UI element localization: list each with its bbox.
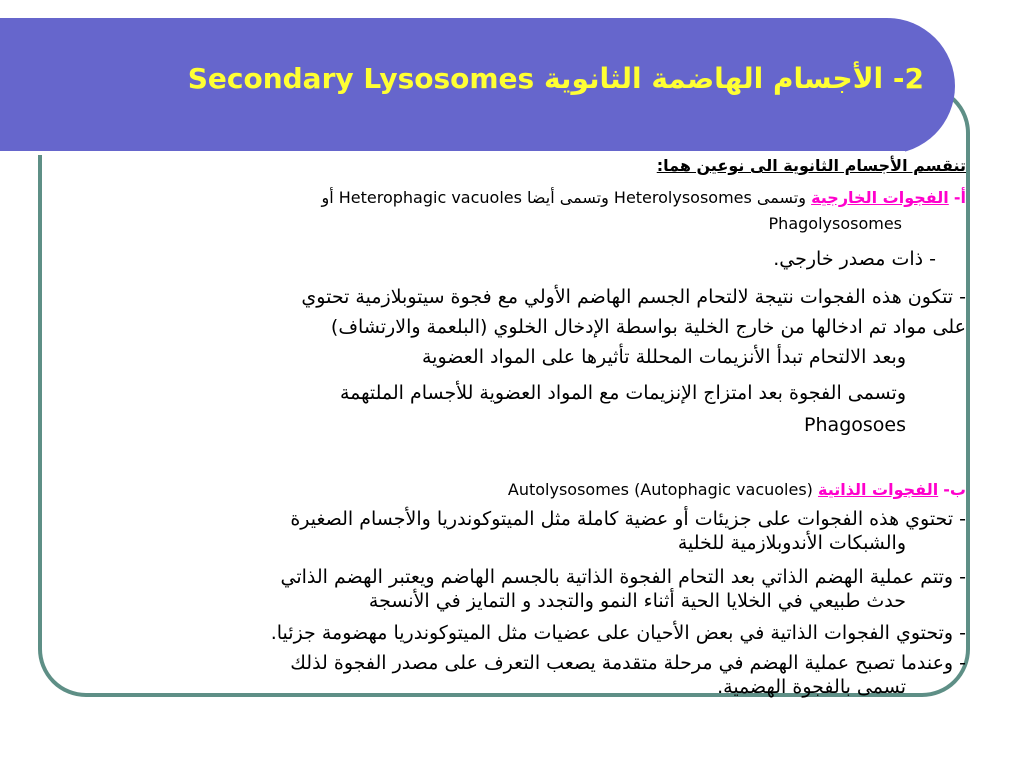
section-a-heading: الفجوات الخارجية [811, 188, 949, 207]
section-a-prefix: أ- [953, 188, 966, 207]
section-a-heading-line [321, 188, 966, 207]
section-b-bullet-2-line2: حدث طبيعي في الخلايا الحية أثناء النمو والتجدد و التمايز في الأنسجة [368, 590, 906, 612]
section-a-bullet-3-line1: وتسمى الفجوة بعد امتزاج الإنزيمات مع المواد العضوية للأجسام الملتهمة [339, 382, 906, 404]
section-b-heading: الفجوات الذاتية [818, 480, 939, 499]
section-a-line2: Phagolysosomes [768, 214, 902, 233]
section-a-bullet-2-line1: - تتكون هذه الفجوات نتيجة لالتحام الجسم الهاضم الأولي مع فجوة سيتوبلازمية تحتوي [301, 286, 966, 308]
section-b-bullet-4-line2: تسمى بالفجوة الهضمية. [717, 676, 906, 698]
section-b-bullet-2-line1: - وتتم عملية الهضم الذاتي بعد التحام الفجوة الذاتية بالجسم الهاضم ويعتبر الهضم الذاتي [280, 566, 966, 588]
slide-title: 2- الأجسام الهاضمة الثانوية Secondary Lysosomes [187, 62, 924, 95]
banner-underline [0, 151, 905, 155]
intro-text: تنقسم الأجسام الثانوية الى نوعين هما: [656, 156, 966, 175]
section-a-bullet-3-line2: Phagosoes [804, 414, 906, 436]
section-b-prefix: ب- [943, 480, 966, 499]
section-b-bullet-3: - وتحتوي الفجوات الذاتية في بعض الأحيان على عضيات مثل الميتوكوندريا مهضومة جزئيا. [270, 622, 966, 644]
section-a-bullet-2-line3: وبعد الالتحام تبدأ الأنزيمات المحللة تأثيرها على المواد العضوية [421, 346, 906, 368]
section-b-heading-line [508, 480, 966, 499]
section-b-bullet-1-line1: - تحتوي هذه الفجوات على جزيئات أو عضية كاملة مثل الميتوكوندريا والأجسام الصغيرة [290, 508, 966, 530]
section-a-bullet-2-line2: على مواد تم ادخالها من خارج الخلية بواسطة الإدخال الخلوي (البلعمة والارتشاف) [330, 316, 966, 338]
section-a-heading-rest: وتسمى Heterolysosomes وتسمى أيضا Heterophagic vacuoles أو [321, 188, 806, 207]
section-b-bullet-1-line2: والشبكات الأندوبلازمية للخلية [677, 532, 906, 554]
section-b-heading-rest: Autolysosomes (Autophagic vacuoles) [507, 480, 813, 499]
section-b-bullet-4-line1: - وعندما تصبح عملية الهضم في مرحلة متقدمة يصعب التعرف على مصدر الفجوة لذلك [290, 652, 966, 674]
section-a-bullet-1: - ذات مصدر خارجي. [773, 248, 936, 270]
